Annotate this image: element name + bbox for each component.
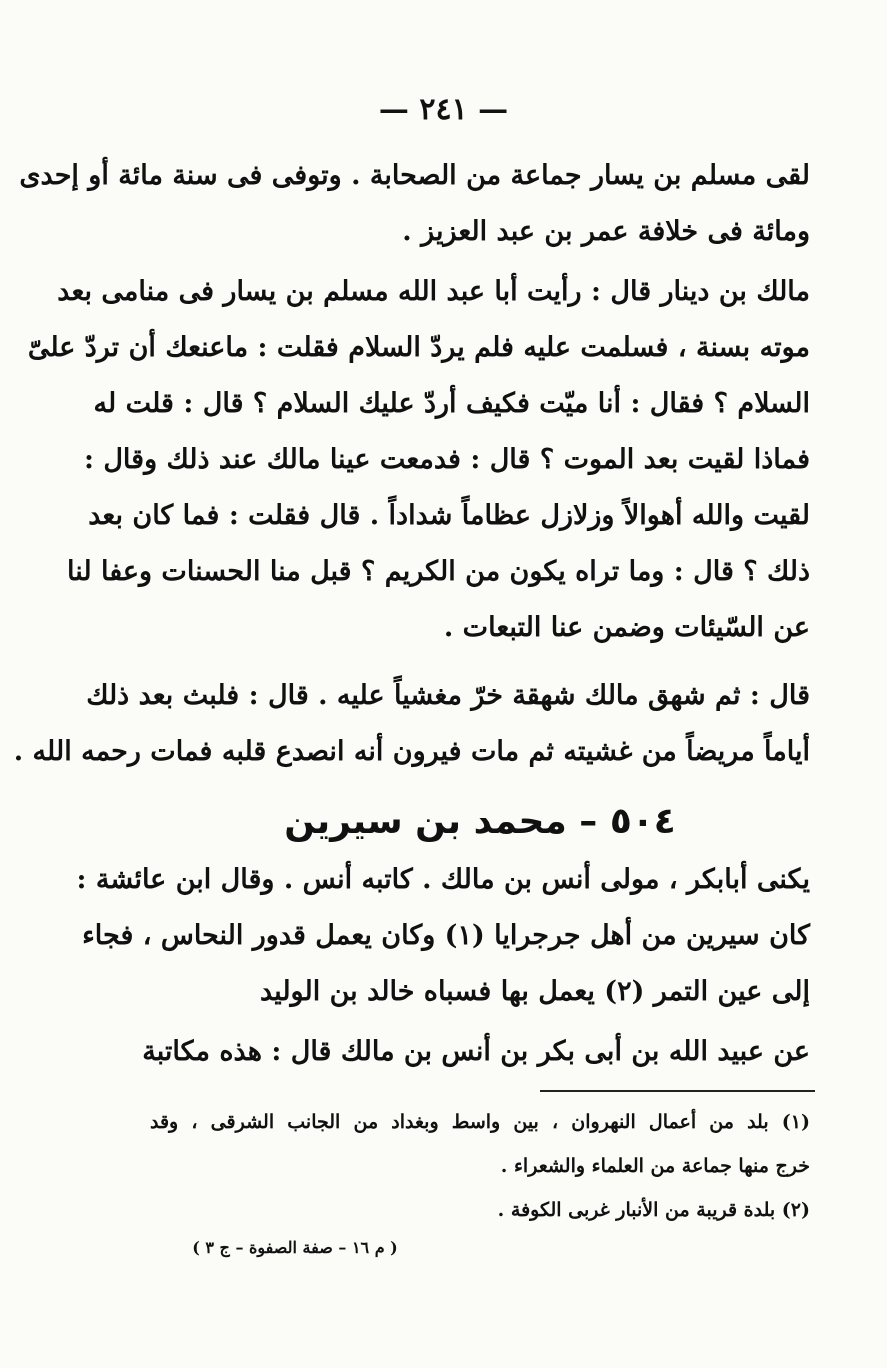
paragraph-5 [142,1024,810,1080]
footnote-line: (١) بلد من أعمال النهروان ، بين واسط وبغداد من الجانب الشرقى ، وقد [150,1111,810,1133]
text-line: لقى مسلم بن يسار جماعة من الصحابة . وتوفى فى سنة مائة أو إحدى [19,160,810,191]
paragraph-2 [27,264,810,656]
signature-mark: ( م ١٦ – صفة الصفوة – ج ٣ ) [192,1238,398,1257]
text-line: ذلك ؟ قال : وما تراه يكون من الكريم ؟ قبل منا الحسنات وعفا لنا [66,556,810,587]
text-line: فماذا لقيت بعد الموت ؟ قال : فدمعت عينا مالك عند ذلك وقال : [83,444,810,475]
paragraph-1 [19,148,810,260]
text-line: السلام ؟ فقال : أنا ميّت فكيف أردّ عليك السلام ؟ قال : قلت له [93,388,810,419]
footnotes [150,1100,810,1232]
text-line: مالك بن دينار قال : رأيت أبا عبد الله مسلم بن يسار فى منامى بعد [57,276,810,307]
text-line: قال : ثم شهق مالك شهقة خرّ مغشياً عليه . قال : فلبث بعد ذلك [86,680,810,711]
text-line: ومائة فى خلافة عمر بن عبد العزيز . [402,216,810,247]
section-heading: ٥٠٤ – محمد بن سيرين [284,801,676,842]
text-line: عن السّيئات وضمن عنا التبعات . [443,612,810,643]
text-line: إلى عين التمر (٢) يعمل بها فسباه خالد بن الوليد [260,976,810,1007]
text-line: أياماً مريضاً من غشيته ثم مات فيرون أنه انصدع قلبه فمات رحمه الله . [13,736,810,767]
text-line: عن عبيد الله بن أبى بكر بن أنس بن مالك قال : هذه مكاتبة [142,1036,810,1067]
section-heading-block [150,792,810,852]
text-line: يكنى أبابكر ، مولى أنس بن مالك . كاتبه أنس . وقال ابن عائشة : [76,864,810,895]
footnote-line: خرج منها جماعة من العلماء والشعراء . [500,1155,810,1177]
page-number: — ٢٤١ — [378,92,509,127]
footnote-divider [540,1090,815,1092]
text-line: موته بسنة ، فسلمت عليه فلم يردّ السلام فقلت : ماعنعك أن تردّ علىّ [27,332,810,363]
paragraph-3 [13,668,810,780]
text-line: لقيت والله أهوالاً وزلازل عظاماً شداداً . قال فقلت : فما كان بعد [88,500,810,531]
footnote-line: (٢) بلدة قريبة من الأنبار غربى الكوفة . [497,1199,810,1221]
text-line: كان سيرين من أهل جرجرايا (١) وكان يعمل قدور النحاس ، فجاء [82,920,810,951]
paragraph-4 [76,852,810,1020]
